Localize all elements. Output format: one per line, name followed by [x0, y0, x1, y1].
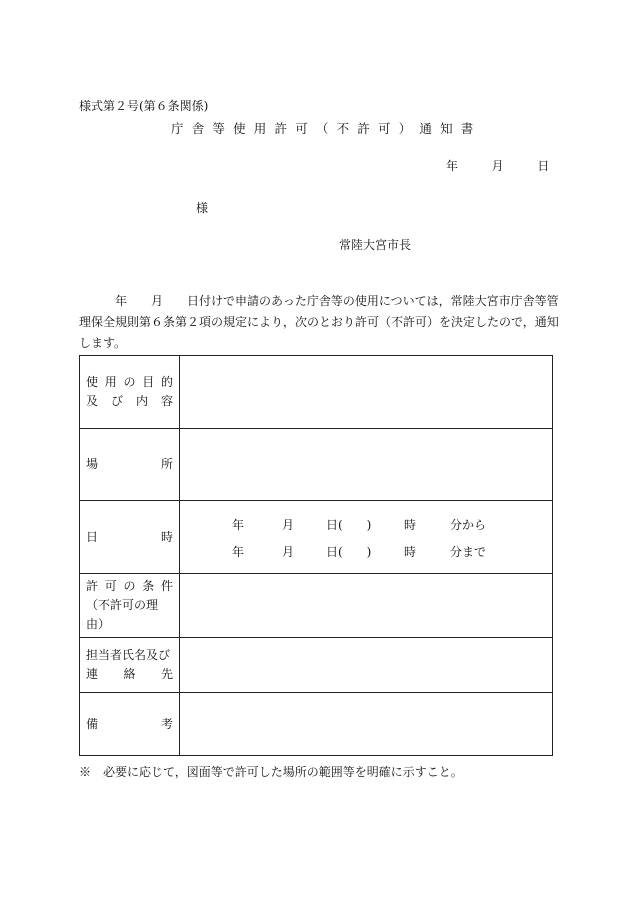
to-year: 年	[232, 545, 245, 559]
permit-details-table	[79, 355, 553, 756]
from-day: 日( )	[326, 518, 372, 532]
contact-label-cell	[80, 638, 180, 693]
from-minute: 分から	[450, 518, 487, 532]
table-row-remarks	[80, 693, 553, 756]
table-row-datetime	[80, 501, 553, 574]
place-label: 場 所	[86, 457, 173, 471]
conditions-label-line-1: 許 可 の 条 件	[86, 579, 173, 593]
datetime-from-line	[180, 513, 552, 534]
contact-value-cell[interactable]	[180, 638, 553, 693]
issue-date-year: 年	[446, 159, 459, 173]
remarks-label: 備 考	[86, 716, 173, 731]
to-minute: 分まで	[450, 545, 487, 559]
body-line-2: 理保全規則第６条第２項の規定により，次のとおり許可（不許可）を決定したので，通知	[79, 315, 559, 329]
contact-label-line-2: 連 絡 先	[86, 667, 173, 681]
to-day: 日( )	[326, 545, 372, 559]
purpose-value-cell[interactable]	[180, 356, 553, 429]
purpose-label-line-1: 使 用 の 目 的	[86, 375, 173, 389]
from-year: 年	[232, 518, 245, 532]
issuer-name: 常陸大宮市長	[339, 238, 412, 252]
from-month: 月	[282, 518, 295, 532]
table-row-conditions	[80, 574, 553, 638]
form-number: 様式第２号(第６条関係)	[79, 99, 209, 113]
table-row-contact	[80, 638, 553, 693]
issue-date-day: 日	[537, 159, 550, 173]
body-line-3: します。	[79, 336, 127, 350]
issue-date-line	[446, 157, 549, 174]
document-title: 庁舎等使用許可（不許可）通知書	[171, 121, 482, 136]
purpose-label-cell	[80, 356, 180, 429]
contact-label-line-1: 担当者氏名及び	[86, 648, 171, 662]
datetime-to-line	[180, 540, 552, 561]
table-row-place	[80, 429, 553, 501]
footnote: ※ 必要に応じて，図面等で許可した場所の範囲等を明確に示すこと。	[79, 765, 463, 779]
issue-date-month: 月	[491, 159, 504, 173]
datetime-label: 日 時	[86, 529, 173, 544]
datetime-value-cell[interactable]	[180, 501, 553, 574]
table-row-purpose	[80, 356, 553, 429]
addressee-suffix: 様	[196, 201, 209, 215]
datetime-label-cell	[80, 501, 180, 574]
remarks-value-cell[interactable]	[180, 693, 553, 756]
conditions-label-cell	[80, 574, 180, 638]
conditions-value-cell[interactable]	[180, 574, 553, 638]
remarks-label-cell	[80, 693, 180, 756]
conditions-label-line-2: （不許可の理由）	[86, 598, 159, 631]
place-label-cell	[80, 429, 180, 501]
place-value-cell[interactable]	[180, 429, 553, 501]
body-line-1: 年 月 日付けで申請のあった庁舎等の使用については，常陸大宮市庁舎等管	[115, 294, 559, 308]
body-paragraph	[79, 291, 559, 354]
purpose-label-line-2: 及 び 内 容	[86, 394, 173, 408]
from-hour: 時	[404, 518, 417, 532]
to-month: 月	[282, 545, 295, 559]
to-hour: 時	[404, 545, 417, 559]
